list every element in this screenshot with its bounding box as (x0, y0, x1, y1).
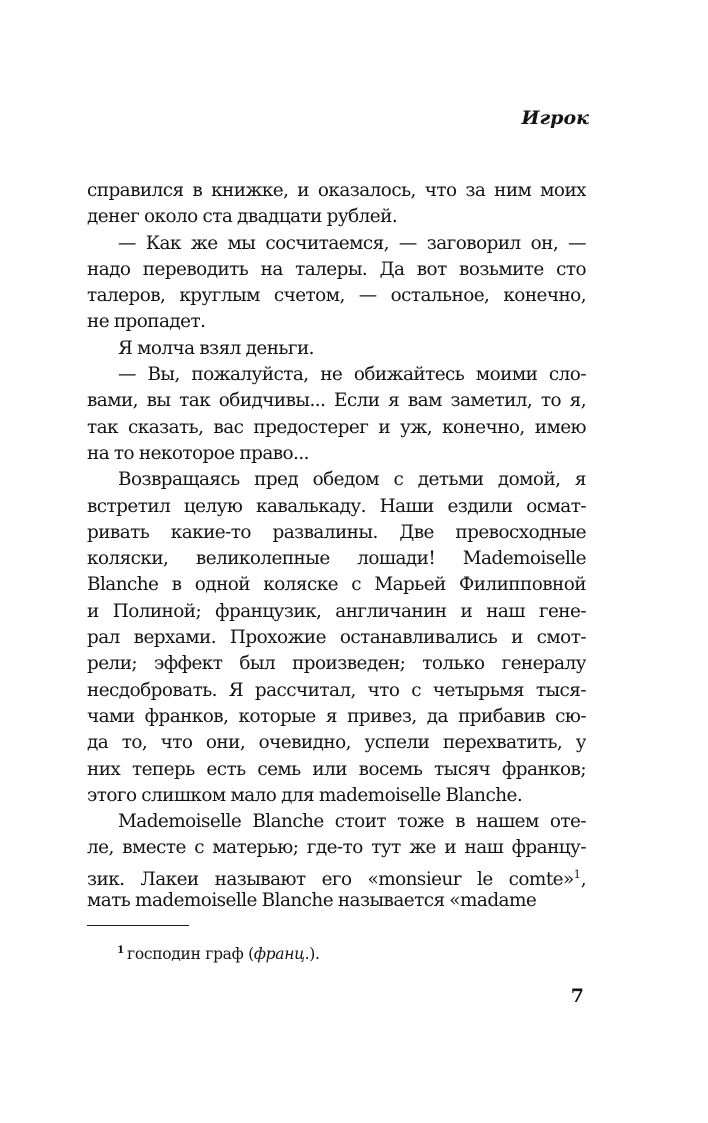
footnote-closing: ). (309, 945, 320, 963)
text-line: Blanche в одной коляске с Марьей Филипповной (87, 574, 586, 596)
paragraph (87, 467, 586, 809)
text-line: Возвращаясь пред обедом с детьми домой, я (118, 469, 586, 491)
text-line: на то некоторое право... (87, 442, 309, 464)
text-line: несдобровать. Я рассчитал, что с четырьмя тыся- (87, 679, 586, 701)
paragraph (87, 336, 586, 362)
footnote-rule (87, 925, 189, 926)
text-line: них теперь есть семь или восемь тысяч франков; (87, 758, 586, 780)
text-line: надо переводить на талеры. Да вот возьмите сто (87, 258, 586, 280)
footnote-mark: 1 (117, 944, 125, 956)
paragraph (87, 809, 586, 914)
text-line: так сказать, вас предостерег и уж, конечно, имею (87, 416, 586, 438)
text-line: и Полиной; французик, англичанин и наш гене- (87, 600, 586, 622)
text-line: не пропадет. (87, 311, 206, 333)
paragraph (87, 362, 586, 467)
page-number: 7 (570, 985, 584, 1007)
text-line: талеров, круглым счетом, — остальное, конечно, (87, 285, 586, 307)
text-line: коляски, великолепные лошади! Mademoiselle (87, 548, 586, 570)
text-line: ле, вместе с матерью; где-то тут же и наш францу- (87, 837, 586, 859)
footnote-text: господин граф ( (127, 945, 254, 963)
footnote-italic: франц. (253, 945, 310, 963)
running-head: Игрок (521, 107, 589, 129)
footnote-reference: 1 (573, 867, 581, 881)
text-line: зик. Лакеи называют его «monsieur le comte»$^1$, (87, 867, 586, 889)
text-line: да то, что они, очевидно, успели перехватить, у (87, 732, 586, 754)
paragraph (87, 178, 586, 231)
footnote-reference-punct: , (580, 868, 586, 889)
text-line: — Как же мы сосчитаемся, — заговорил он, — (118, 232, 586, 254)
text-line: рал верхами. Прохожие останавливались и смот- (87, 627, 586, 649)
text-line: этого слишком мало для mademoiselle Blanche. (87, 784, 523, 806)
text-line: Я молча взял деньги. (118, 337, 314, 359)
text-line: денег около ста двадцати рублей. (87, 206, 398, 228)
text-line: вами, вы так обидчивы... Если я вам заметил, то я, (87, 390, 586, 412)
footnote (117, 939, 320, 965)
text-line: мать mademoiselle Blanche называется «madame (87, 890, 537, 912)
paragraph (87, 231, 586, 336)
text-line: — Вы, пожалуйста, не обижайтесь моими сло- (118, 364, 586, 386)
text-line: ривать какие-то развалины. Две превосходные (87, 521, 586, 543)
text-line: встретил целую кавалькаду. Наши ездили осмат- (87, 495, 586, 517)
text-line: чами франков, которые я привез, да прибавив сю- (87, 705, 586, 727)
text-line: рели; эффект был произведен; только генералу (87, 653, 586, 675)
text-line: справился в книжке, и оказалось, что за ним моих (87, 180, 586, 201)
body-text (87, 178, 586, 914)
text-line: Mademoiselle Blanche стоит тоже в нашем оте- (118, 811, 586, 833)
